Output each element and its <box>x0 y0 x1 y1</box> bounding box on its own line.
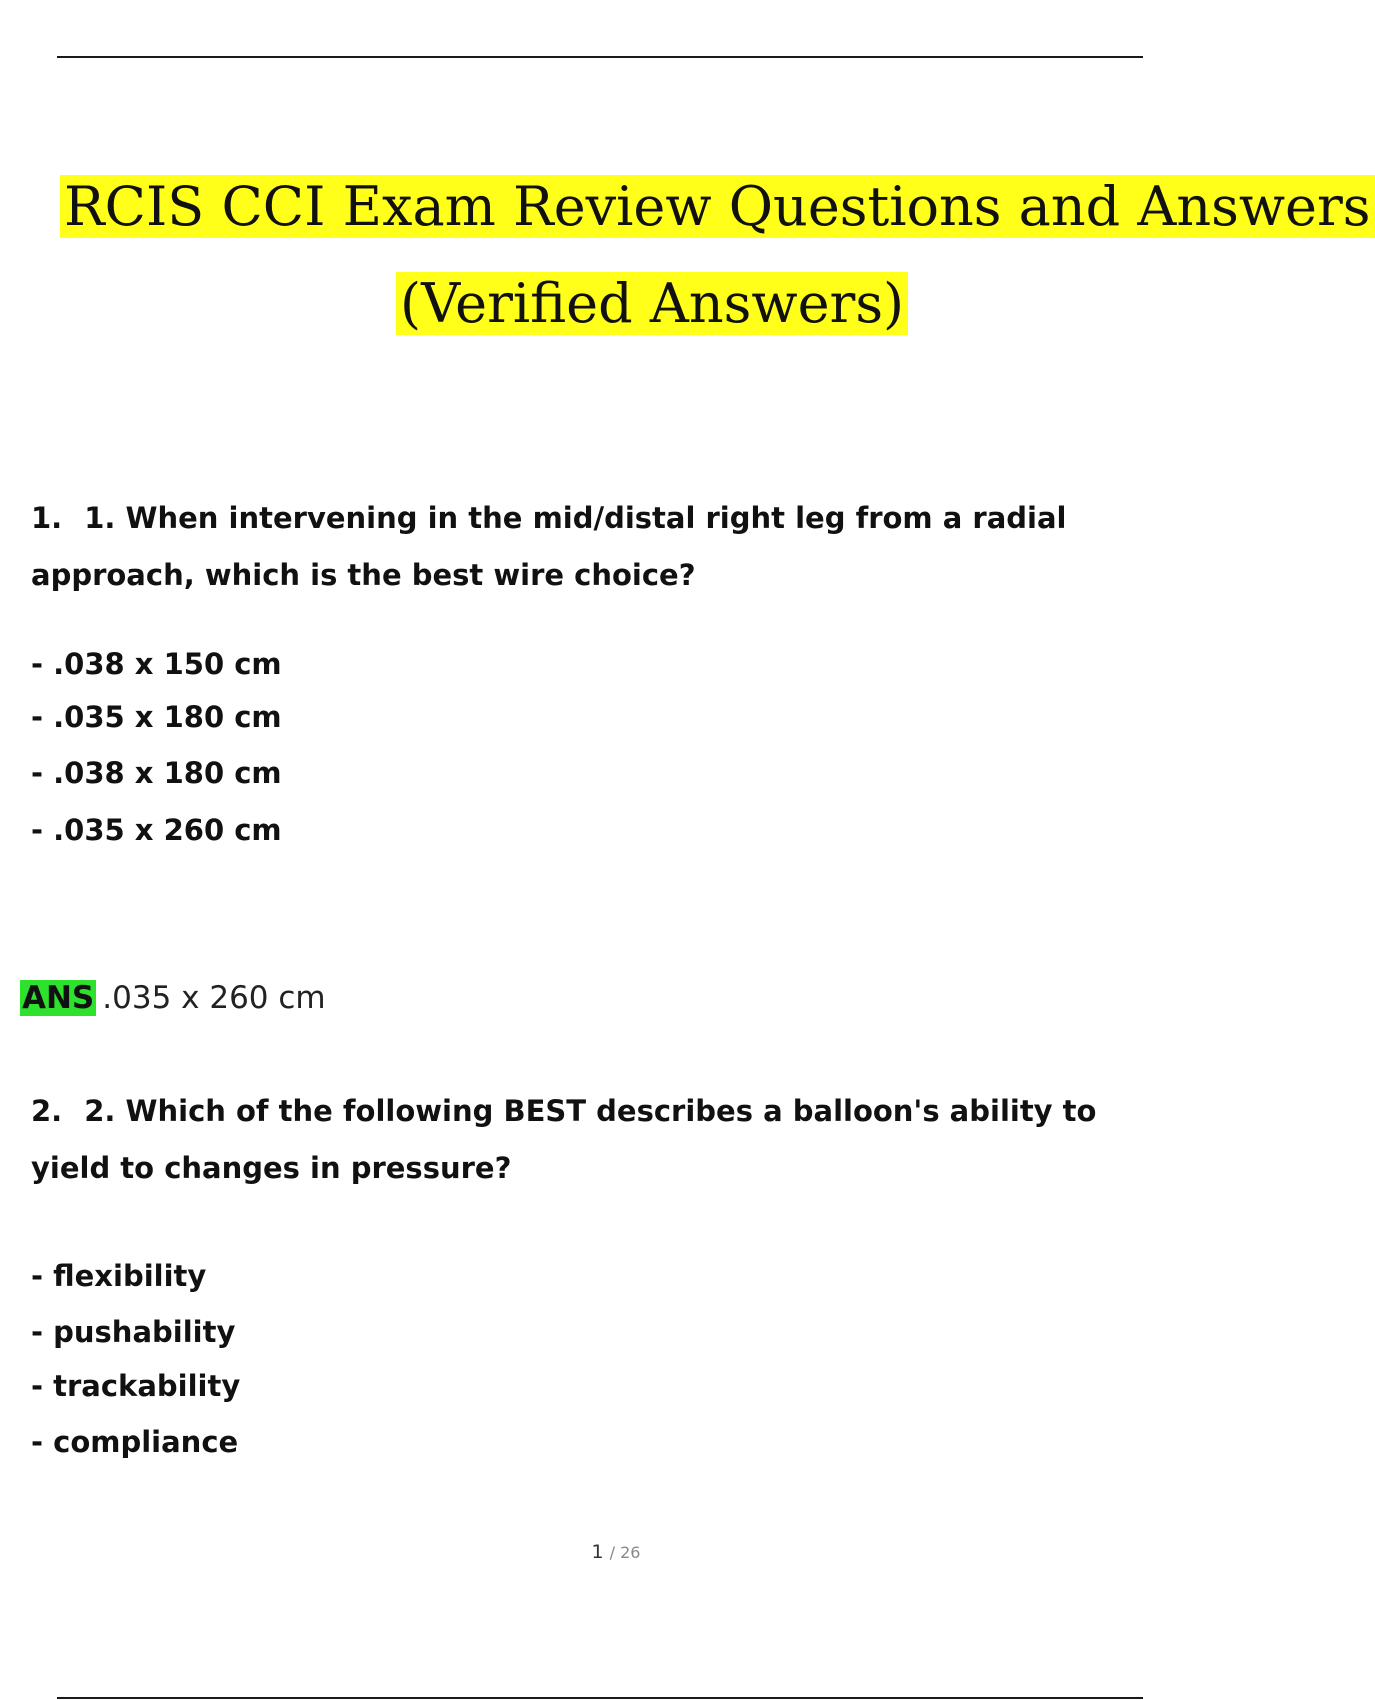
answer-label: ANS <box>22 980 95 1016</box>
answer-option: - flexibility <box>31 1259 207 1293</box>
document-title-line-2 <box>396 271 908 337</box>
top-divider <box>57 56 1143 58</box>
answer-option: - compliance <box>31 1425 239 1459</box>
title-highlight: RCIS CCI Exam Review Questions and Answers <box>60 175 1375 238</box>
document-title-line-1 <box>60 174 1375 240</box>
question-number: 2. <box>31 1094 63 1128</box>
bottom-divider <box>57 1697 1143 1699</box>
answer-text: .035 x 260 cm <box>102 980 326 1016</box>
question-text: 2. Which of the following BEST describes a balloon's ability to yield to changes in pressure? <box>31 1094 1097 1185</box>
answer-option: - trackability <box>31 1369 241 1403</box>
current-page: 1 <box>591 1541 604 1563</box>
answer-option: - .035 x 180 cm <box>31 700 282 734</box>
question-1 <box>31 490 1171 604</box>
question-number: 1. <box>31 501 63 535</box>
answer-option: - .035 x 260 cm <box>31 813 282 847</box>
answer-option: - .038 x 180 cm <box>31 756 282 790</box>
title-highlight: (Verified Answers) <box>396 272 908 335</box>
answer-option: - .038 x 150 cm <box>31 647 282 681</box>
answer-line <box>20 976 326 1020</box>
page-indicator <box>0 1541 1232 1563</box>
page-total: / 26 <box>609 1543 641 1562</box>
question-text: 1. When intervening in the mid/distal right leg from a radial approach, which is the best wire choice? <box>31 501 1067 592</box>
question-2 <box>31 1083 1171 1197</box>
answer-option: - pushability <box>31 1315 236 1349</box>
